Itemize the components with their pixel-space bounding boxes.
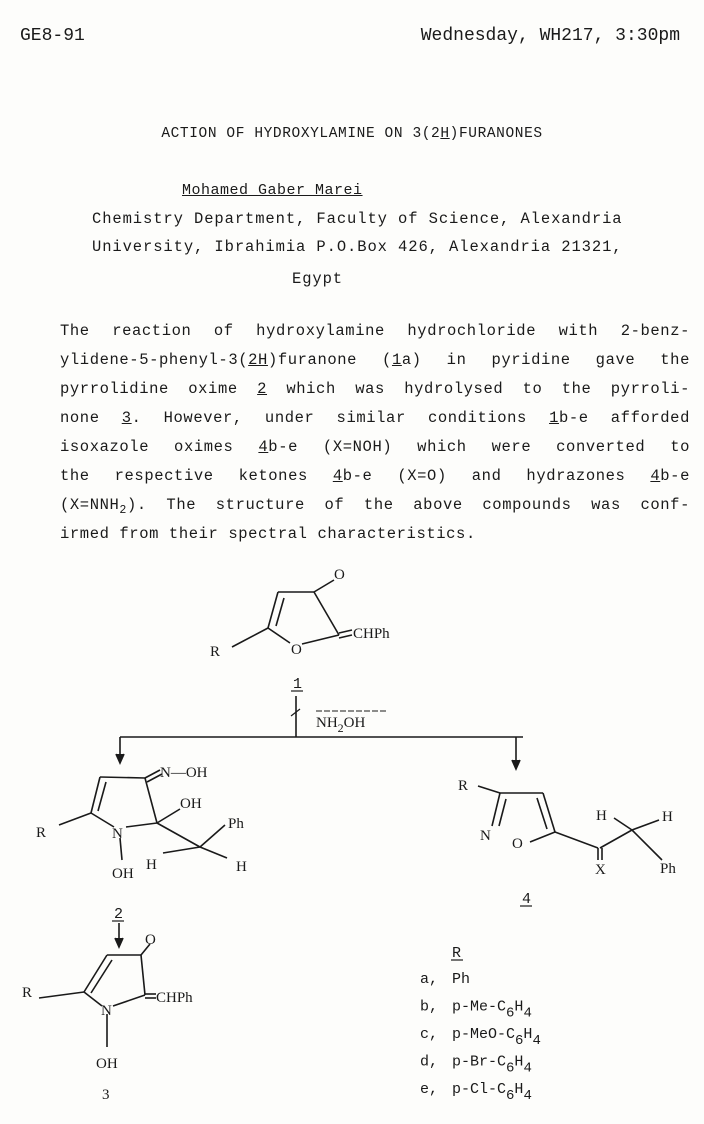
- compound-3-label: 3: [102, 1087, 110, 1103]
- compound-1-label: 1: [293, 676, 303, 693]
- text-segment: The reaction of hydroxylamine hydrochloride with 2-benz-: [60, 322, 690, 340]
- text-segment: )furanone (: [267, 351, 392, 369]
- text-segment: the respective ketones: [60, 467, 333, 485]
- compound-1-exo-oxygen: O: [334, 567, 345, 583]
- legend-key: c,: [420, 1026, 439, 1043]
- compound-4-oxygen: O: [512, 836, 523, 852]
- step-2-label: 2: [114, 906, 124, 923]
- compound-4-phenyl: Ph: [660, 861, 676, 877]
- legend-key: a,: [420, 971, 439, 988]
- text-segment: none: [60, 409, 122, 427]
- text-segment: b-e (X=O) and hydrazones: [342, 467, 651, 485]
- compound-2-r-group: R: [36, 825, 47, 841]
- compound-1-r-group: R: [210, 644, 221, 660]
- subscript: 2: [119, 504, 127, 518]
- compound-3-structure: [22, 906, 193, 1103]
- compound-2-nitrogen: N: [112, 826, 123, 842]
- session-info: Wednesday, WH217, 3:30pm: [420, 26, 680, 46]
- text-segment: b-e (X=NOH) which were converted to: [268, 438, 690, 456]
- underlined-ref: H: [440, 126, 450, 142]
- underlined-ref: 2: [257, 380, 268, 398]
- compound-2-oxime: N—OH: [160, 765, 208, 781]
- substituent-legend: [420, 945, 541, 1104]
- compound-3-substituent: CHPh: [156, 990, 193, 1006]
- compound-4-hydrogen: H: [662, 809, 673, 825]
- legend-value: p-Me-C6H4: [452, 998, 532, 1022]
- legend-value: p-Br-C6H4: [452, 1053, 532, 1077]
- legend-value: p-MeO-C6H4: [452, 1026, 541, 1049]
- compound-1-substituent: CHPh: [353, 626, 390, 642]
- session-code: GE8-91: [20, 26, 85, 46]
- compound-2-phenyl: Ph: [228, 816, 244, 832]
- reaction-arrows: [116, 696, 523, 769]
- text-segment: . However, under similar conditions: [131, 409, 550, 427]
- compound-2-structure: [36, 765, 247, 882]
- compound-4-label: 4: [522, 891, 532, 908]
- text-segment: which was hydrolysed to the pyrroli-: [267, 380, 690, 398]
- underlined-ref: 1: [391, 351, 402, 369]
- affiliation-line: University, Ibrahimia P.O.Box 426, Alexandria 21321,: [92, 238, 623, 256]
- compound-1-ring-oxygen: O: [291, 642, 302, 658]
- compound-4-r-group: R: [458, 778, 469, 794]
- legend-key: d,: [420, 1053, 439, 1071]
- compound-4-nitrogen: N: [480, 828, 491, 844]
- text-segment: a) in pyridine gave the: [401, 351, 690, 369]
- text-segment: (X=NNH: [60, 496, 120, 514]
- author-name: Mohamed Gaber Marei: [182, 182, 363, 199]
- text-segment: b-e: [660, 467, 690, 485]
- compound-1-structure: [210, 567, 390, 693]
- text-segment: ). The structure of the above compounds was conf-: [127, 496, 690, 514]
- underlined-ref: 4: [258, 438, 269, 456]
- legend-header: R: [452, 945, 462, 962]
- underlined-ref: 4: [650, 467, 661, 485]
- compound-4-hydrogen: H: [596, 808, 607, 824]
- compound-3-hydroxyl: OH: [96, 1056, 118, 1072]
- compound-3-nitrogen: N: [101, 1003, 112, 1019]
- underlined-ref: 1: [549, 409, 559, 427]
- compound-2-hydroxyl: OH: [180, 796, 202, 812]
- text-segment: ACTION OF HYDROXYLAMINE ON 3(2: [161, 126, 441, 142]
- text-segment: irmed from their spectral characteristics.: [60, 525, 476, 543]
- legend-key: e,: [420, 1081, 439, 1098]
- text-segment: b-e afforded: [558, 409, 690, 427]
- text-segment: isoxazole oximes: [60, 438, 259, 456]
- compound-2-hydrogen: H: [146, 857, 157, 873]
- compound-2-n-hydroxyl: OH: [112, 866, 134, 882]
- compound-2-hydrogen: H: [236, 859, 247, 875]
- text-segment: ylidene-5-phenyl-3(: [60, 351, 249, 369]
- affiliation-line: Chemistry Department, Faculty of Science, Alexandria: [92, 210, 623, 228]
- compound-4-structure: [458, 778, 676, 908]
- affiliation-country: Egypt: [292, 270, 344, 288]
- text-segment: pyrrolidine oxime: [60, 380, 258, 398]
- compound-3-exo-oxygen: O: [145, 932, 156, 948]
- legend-value: Ph: [452, 971, 471, 988]
- text-segment: )FURANONES: [449, 126, 543, 142]
- legend-key: b,: [420, 998, 439, 1016]
- reagent-label: $NH_2OH$: [316, 715, 366, 735]
- underlined-ref: 4: [332, 467, 343, 485]
- underlined-ref: 2H: [248, 351, 268, 369]
- underlined-ref: 3: [121, 409, 132, 427]
- compound-4-x: X: [595, 862, 606, 878]
- compound-3-r-group: R: [22, 985, 33, 1001]
- legend-value: p-Cl-C6H4: [452, 1081, 532, 1104]
